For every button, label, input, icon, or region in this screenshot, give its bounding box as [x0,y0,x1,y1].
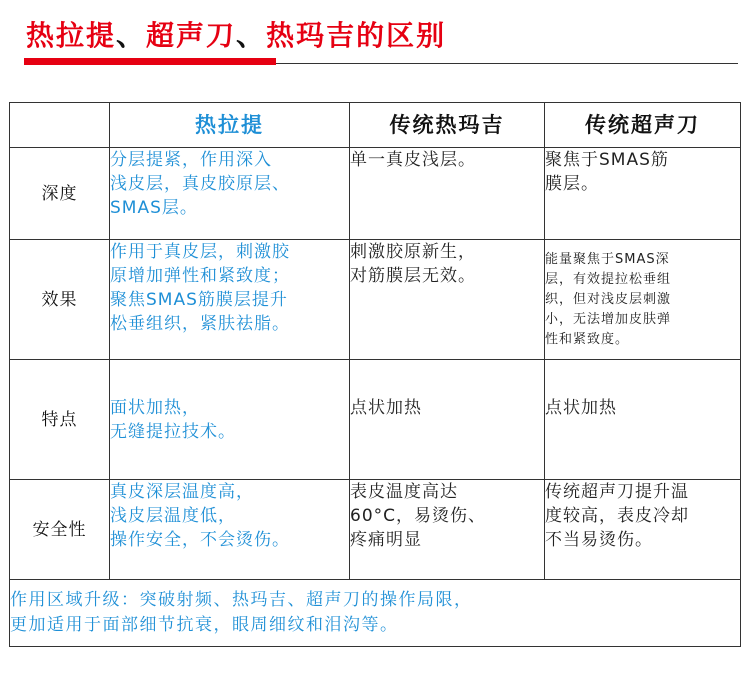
cell-line: 聚焦SMAS筋膜层提升 [110,290,288,310]
cell-line: 单一真皮浅层。 [350,150,476,170]
header-traditional-thermage: 传统热玛吉 [350,103,545,148]
table-row-safety [10,480,741,580]
cell-line: 浅皮层，真皮胶原层、 [110,174,290,194]
table-footer-row [10,580,741,647]
title-underline [24,58,276,65]
cell-depth-thermage [350,148,545,240]
cell-effect-ultherapy [545,240,741,360]
footer-line: 更加适用于面部细节抗衰，眼周细纹和泪沟等。 [10,615,399,635]
cell-line: 点状加热 [545,398,617,418]
row-label-depth: 深度 [10,148,110,240]
cell-safety-ultherapy [545,480,741,580]
cell-line: 传统超声刀提升温 [545,482,689,502]
row-label-feature: 特点 [10,360,110,480]
cell-line: 无缝提拉技术。 [110,422,236,442]
title-part-ultherapy: 超声刀 [146,19,237,52]
table-row-feature [10,360,741,480]
cell-line: 能量聚焦于SMAS深 [545,252,670,267]
cell-line: 对筋膜层无效。 [350,266,476,286]
cell-line: 聚焦于SMAS筋 [545,150,669,170]
cell-safety-thermage-lift [110,480,350,580]
cell-line: 真皮深层温度高， [110,482,254,502]
cell-effect-thermage-lift [110,240,350,360]
footer-note [10,580,741,647]
cell-feature-thermage-lift [110,360,350,480]
cell-safety-thermage [350,480,545,580]
cell-line: SMAS层。 [110,198,198,218]
cell-feature-ultherapy [545,360,741,480]
cell-line: 小，无法增加皮肤弹 [545,312,672,327]
footer-line: 作用区域升级：突破射频、热玛吉、超声刀的操作局限， [10,590,473,610]
header-traditional-ultherapy: 传统超声刀 [545,103,741,148]
cell-line: 点状加热 [350,398,422,418]
cell-effect-thermage [350,240,545,360]
cell-line: 度较高，表皮冷却 [545,506,689,526]
table-row-effect [10,240,741,360]
table-row-depth [10,148,741,240]
cell-line: 浅皮层温度低， [110,506,236,526]
title-separator: 、 [236,19,267,52]
cell-line: 60°C，易烫伤、 [350,506,487,526]
table-header-row [10,103,741,148]
cell-line: 织，但对浅皮层刺激 [545,292,672,307]
cell-line: 分层提紧，作用深入 [110,150,272,170]
cell-line: 不当易烫伤。 [545,530,653,550]
page-title [26,16,446,56]
cell-feature-thermage [350,360,545,480]
cell-line: 疼痛明显 [350,530,422,550]
cell-line: 松垂组织，紧肤祛脂。 [110,314,290,334]
cell-depth-ultherapy [545,148,741,240]
title-separator: 、 [116,19,147,52]
header-thermage-lift: 热拉提 [110,103,350,148]
cell-line: 层，有效提拉松垂组 [545,272,672,287]
title-rule [276,63,738,64]
cell-line: 刺激胶原新生， [350,242,476,262]
cell-line: 性和紧致度。 [545,332,630,347]
row-label-effect: 效果 [10,240,110,360]
comparison-table [9,102,741,647]
row-label-safety: 安全性 [10,480,110,580]
cell-line: 面状加热， [110,398,200,418]
header-corner-cell [10,103,110,148]
cell-line: 膜层。 [545,174,599,194]
cell-line: 作用于真皮层，刺激胶 [110,242,290,262]
cell-line: 操作安全，不会烫伤。 [110,530,290,550]
title-part-difference: 的区别 [356,19,447,52]
title-part-thermage-lift: 热拉提 [26,19,117,52]
title-part-thermage: 热玛吉 [266,19,357,52]
cell-line: 表皮温度高达 [350,482,458,502]
cell-line: 原增加弹性和紧致度； [110,266,290,286]
cell-depth-thermage-lift [110,148,350,240]
